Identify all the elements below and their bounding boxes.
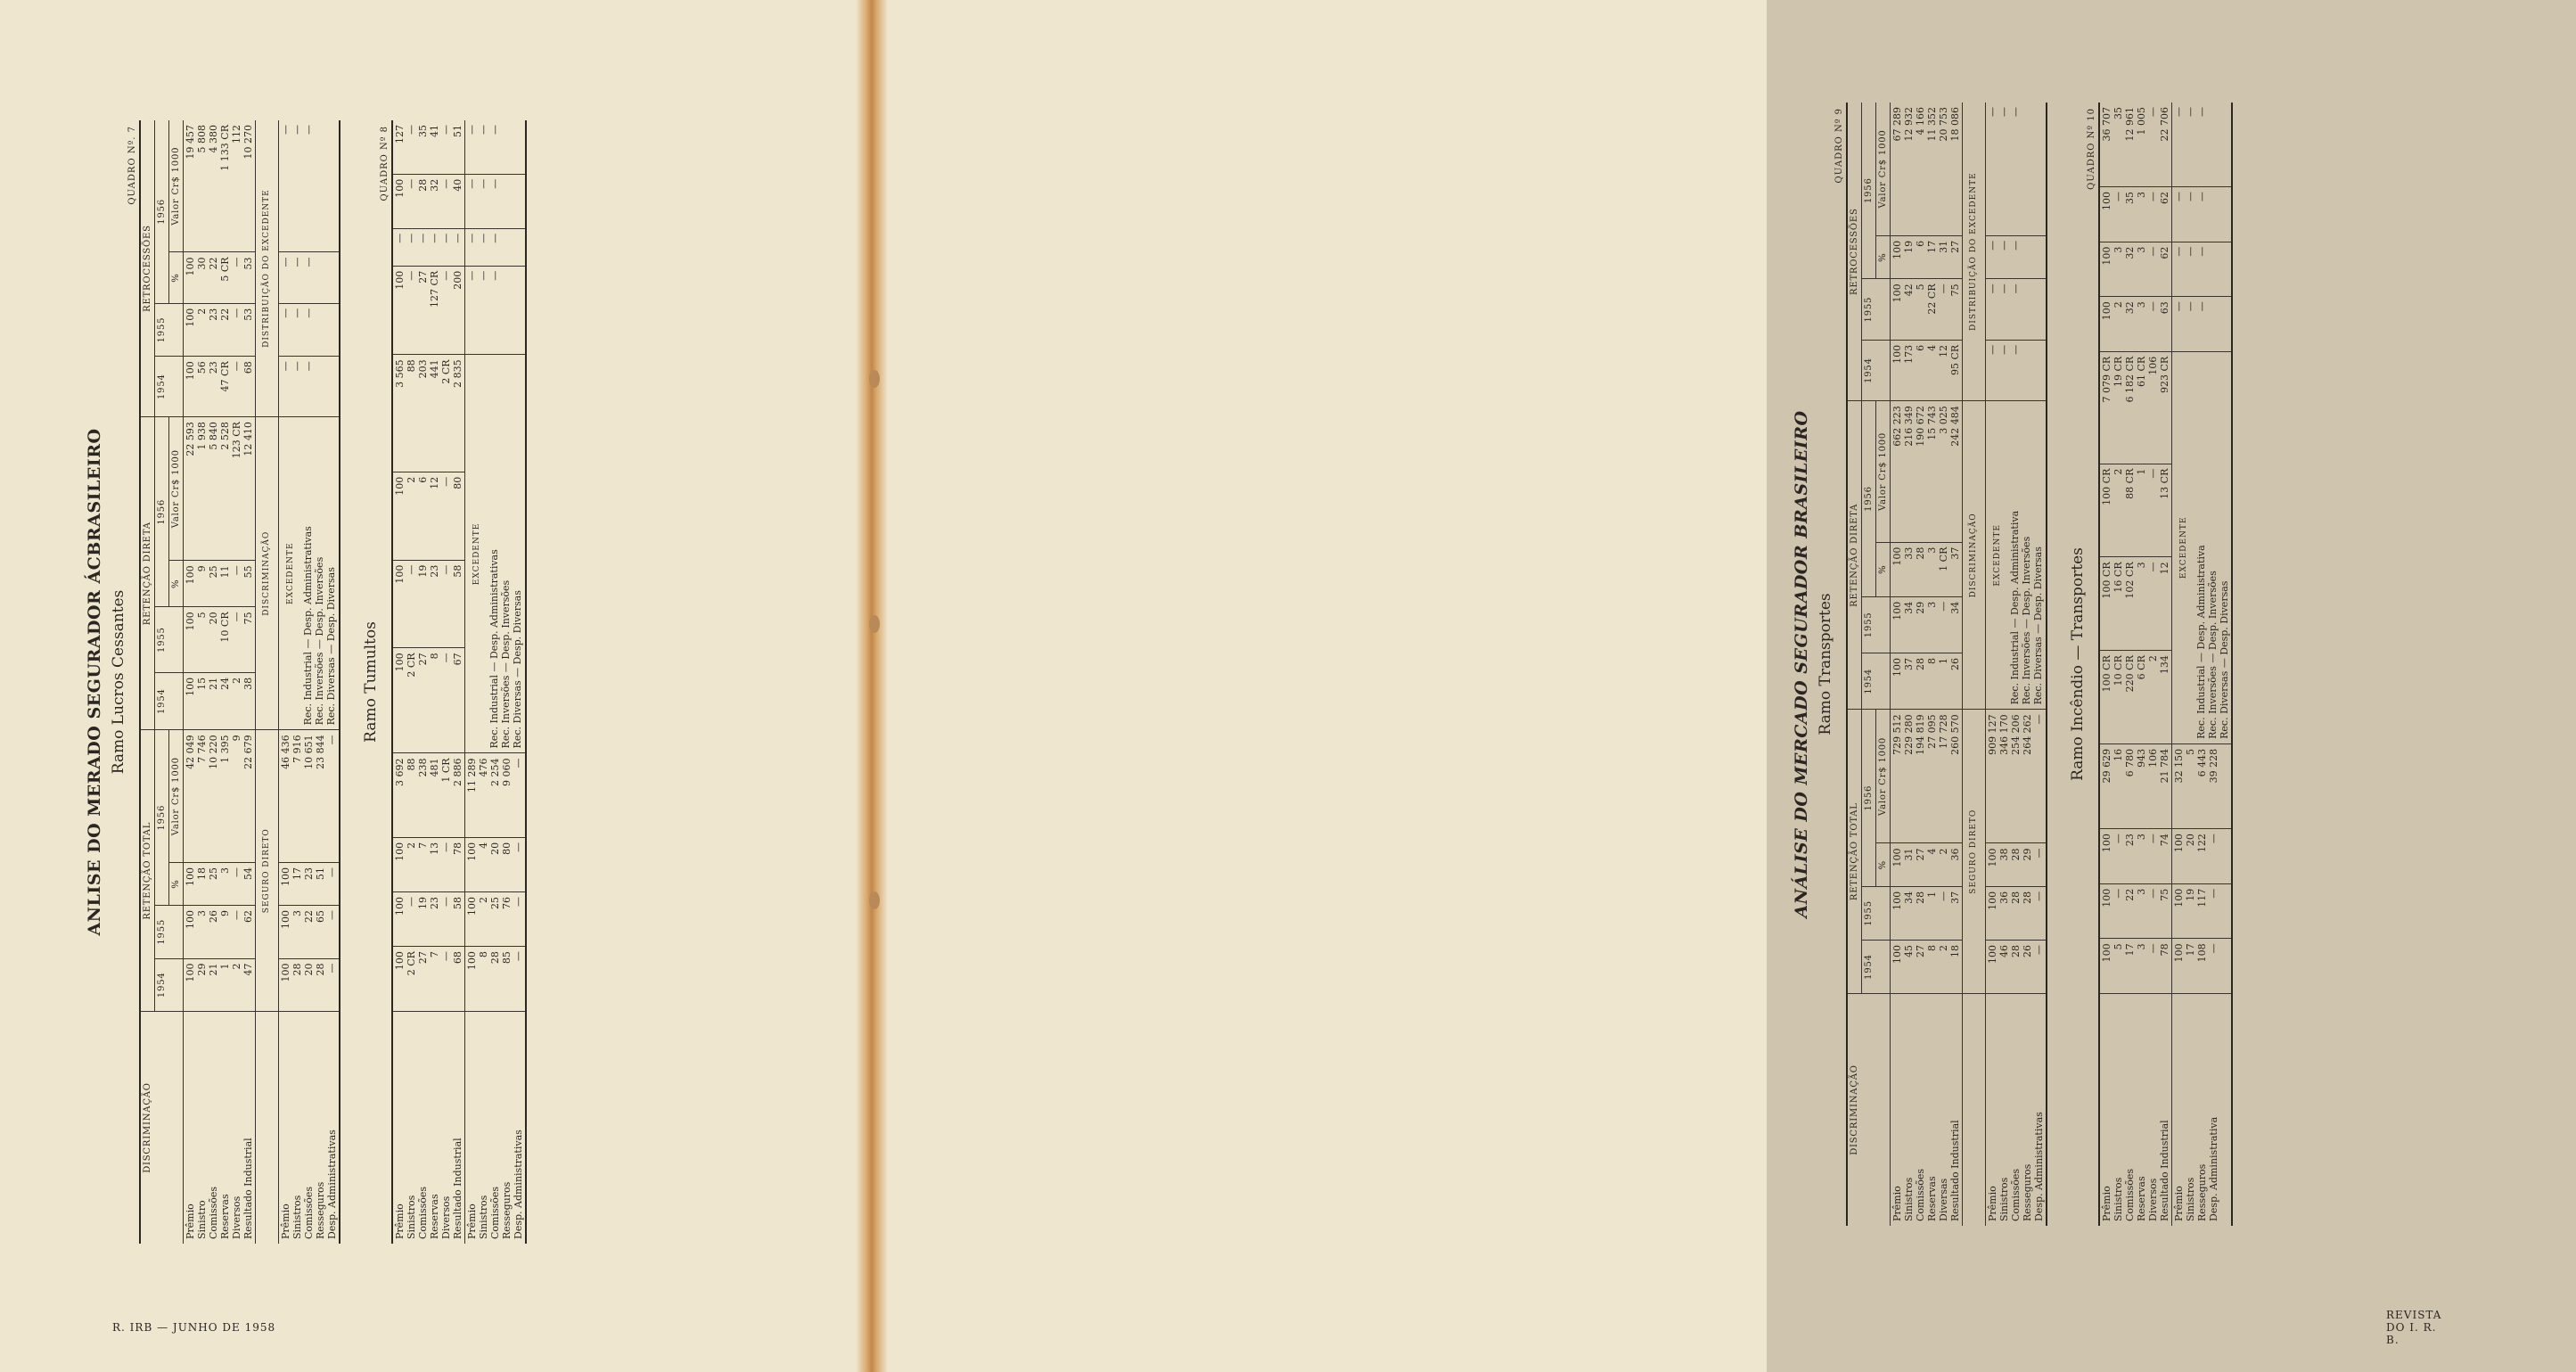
cell-column: 100 19 6 17 31 27 [1891,235,1963,278]
cell-column: 100 2 7 13 — 78 [392,837,465,891]
table-number: QUADRO Nº 9 [1834,108,1844,184]
col-header-year: 1954 [155,672,184,730]
cell-column: — — — [2172,186,2233,242]
table-number: QUADRO Nº. 7 [127,126,137,205]
excedente-labels: Rec. Industrial — Desp. Administrativa Rec. Inversões — Desp. Inversões Rec. Diversas — Desp. Diversas [2195,545,2230,739]
col-header-valor: Valor Cr$ 1000 [1876,103,1891,235]
cell-column: — — — [1986,103,2047,235]
cell-column: 100 CR 2 88 CR 1 — 13 CR [2099,464,2172,557]
col-header-retencao-total: RETENÇÃO TOTAL [1847,710,1862,994]
cell-column: 100 18 25 3 — 54 [184,863,256,906]
page-title: ANLISE DO MERADO SEGURADOR ÁCBRASILEIRO [85,428,104,936]
cell-column: 100 — 22 3 — 75 [2099,883,2172,939]
book-gutter [856,0,888,1372]
cell-column: 100 173 6 4 12 95 CR [1891,340,1963,400]
section-title: Ramo Lucros Cessantes [110,589,127,775]
cell-column: 3 565 88 203 441 2 CR 2 835 [392,355,465,472]
cell-column: — — — [465,266,527,355]
col-header-year: 1955 [155,607,184,673]
table-row-group [1986,103,2047,1226]
table-number: QUADRO Nº 10 [2087,108,2096,190]
page-footer: REVISTA DO I. R. B. [2386,1309,2442,1346]
excedente-header: EXCEDENTE [1993,524,2002,587]
excedente-cell [465,355,527,753]
excedente-header: EXCEDENTE [286,542,295,604]
cell-column: 100 42 5 22 CR — 75 [1891,279,1963,340]
cell-column: 11 289 476 2 254 9 060 — [465,753,527,837]
cell-column: 46 436 7 916 10 651 23 844 — [279,730,340,863]
table-number: QUADRO Nº 8 [380,126,390,201]
cell-column: — — — [1986,235,2047,278]
col-header-year: 1956 [1862,103,1876,279]
col-header-retencao-direta: RETENÇÃO DIRETA [140,417,155,730]
right-page [875,0,2442,1372]
cell-column: — — — [1986,279,2047,340]
cell-column: 100 31 27 4 2 36 [1891,843,1963,886]
excedente-labels: Rec. Industrial — Desp. Administrativas Rec. Inversões — Desp. Inversões Rec. Diversas — Desp. Diversas [488,549,523,749]
table-quadro-9 [1846,103,2047,1226]
table-row-group [184,120,256,1244]
col-header-year: 1955 [1862,596,1891,653]
excedente-labels: Rec. Industrial — Desp. Administrativa Rec. Inversões — Desp. Inversões Rec. Diversas — Desp. Diversas [2009,510,2044,705]
row-labels: Prêmio Sinistros Comissões Reservas Diversos Resultado Industrial [2101,1120,2170,1221]
cell-column: 100 28 20 28 — [279,958,340,1011]
section-header-discriminacao: DISCRIMINAÇÃO [1963,401,1986,710]
cell-column: 100 17 23 51 — [279,863,340,906]
cell-column: 100 30 22 5 CR — 53 [184,252,256,303]
cell-column: 100 3 22 65 — [279,906,340,958]
col-header-year: 1956 [1862,401,1876,596]
cell-column: 100 34 28 1 — 37 [1891,886,1963,940]
section-header-discriminacao: DISCRIMINAÇÃO [256,417,279,730]
cell-column: — — — [279,357,340,417]
cell-column: 100 2 CR 27 8 — 67 [392,648,465,753]
cell-column: 100 33 28 3 1 CR 37 [1891,542,1963,596]
cell-column: 7 079 CR 19 CR 6 182 CR 61 CR 106 923 CR [2099,351,2172,464]
col-header-pct: % [1876,235,1891,278]
cell-column: 100 29 21 1 2 47 [184,958,256,1011]
cell-column: 100 5 20 10 CR — 75 [184,607,256,673]
cell-column: 100 19 117 — [2172,883,2233,939]
table-row-group [2099,103,2172,1226]
section-title: Ramo Incêndio — Transportes [2069,547,2087,781]
cell-column: 100 — 23 3 — 74 [2099,829,2172,884]
col-header-retrocessoes: RETROCESSÕES [1847,103,1862,401]
cell-column: 100 3 32 3 — 62 [2099,242,2172,297]
cell-column: 100 8 28 85 — [465,947,527,1012]
col-header-year: 1956 [155,417,169,607]
page-footer: R. IRB — JUNHO DE 1958 [112,1321,276,1334]
cell-column: 100 2 25 76 — [465,892,527,947]
cell-column: 100 34 29 3 — 34 [1891,596,1963,653]
binding-hole-mark [869,891,880,909]
cell-column: 100 3 26 9 — 62 [184,906,256,958]
col-header-year: 1955 [155,303,184,356]
cell-column: — — — [1986,340,2047,400]
excedente-cell [1986,401,2047,710]
cell-column: — — — [465,120,527,174]
excedente-header: EXCEDENTE [2179,516,2188,579]
section-title: Ramo Tumultos [362,621,380,743]
table-row-group [1891,103,1963,1226]
col-header-valor: Valor Cr$ 1000 [169,730,184,863]
cell-column: 100 38 28 29 — [1986,843,2047,886]
row-labels: Prêmio Sinistros Resseguros Desp. Administrativa [2173,1116,2219,1221]
col-header-year: 1956 [155,120,169,303]
cell-column: 100 20 122 — [2172,829,2233,884]
cell-column: 100 45 27 8 2 18 [1891,940,1963,993]
col-header-pct: % [1876,843,1891,886]
cell-column: — — — [279,120,340,252]
table-row-group [392,120,465,1244]
cell-column: 662 223 216 349 190 672 15 743 3 025 242 484 [1891,401,1963,542]
cell-column: — — — [279,252,340,303]
cell-column: — — — [2172,103,2233,186]
row-labels: Prêmio Sinistros Comissões Reservas Diversas Resultado Industrial [1891,1120,1961,1221]
table-quadro-8 [391,120,527,1244]
col-header-discriminacao: DISCRIMINAÇÃO [143,1082,152,1173]
cell-column: 100 2 6 12 — 80 [392,472,465,560]
cell-column: 100 — 28 32 — 40 [392,174,465,228]
col-header-year: 1956 [1862,710,1876,887]
cell-column: 19 457 5 808 4 380 1 133 CR 112 10 270 [184,120,256,252]
col-header-year: 1956 [155,730,169,906]
cell-column: 100 5 17 3 — 78 [2099,939,2172,994]
cell-column: 100 2 32 3 — 63 [2099,297,2172,352]
col-header-retencao-total: RETENÇÃO TOTAL [140,730,155,1012]
cell-column: 100 CR 16 CR 102 CR 3 — 12 [2099,557,2172,651]
cell-column: 32 150 5 6 443 39 228 [2172,744,2233,828]
cell-column: 100 56 23 47 CR — 68 [184,357,256,417]
section-title: Ramo Transportes [1817,593,1834,735]
col-header-valor: Valor Cr$ 1000 [1876,710,1891,843]
excedente-labels: Rec. Industrial — Desp. Administrativas Rec. Inversões — Desp. Inversões Rec. Diversas — Desp. Diversas [302,526,337,726]
section-header-seguro-direto: SEGURO DIRETO [256,730,279,1012]
col-header-valor: Valor Cr$ 1000 [1876,401,1891,542]
cell-column: 22 593 1 938 5 840 2 528 123 CR 12 410 [184,417,256,561]
cell-column: 100 — 35 3 — 62 [2099,186,2172,242]
col-header-year: 1954 [1862,340,1891,400]
cell-column: 909 127 346 170 254 206 264 262 — [1986,710,2047,843]
col-header-year: 1955 [1862,886,1891,940]
cell-column: 100 4 20 80 — [465,837,527,891]
table-row-group [279,120,340,1244]
cell-column: 100 46 28 26 — [1986,940,2047,993]
cell-column: 29 629 16 6 780 943 106 21 784 [2099,744,2172,828]
page-title: ANÁLISE DO MERCADO SEGURADOR BRASILEIRO [1792,410,1811,918]
col-header-year: 1954 [1862,653,1891,710]
cell-column: 42 049 7 746 10 220 1 395 9 22 679 [184,730,256,863]
col-header-retrocessoes: RETROCESSÕES [140,120,155,417]
excedente-header: EXCEDENTE [472,522,481,586]
col-header-valor: Valor Cr$ 1000 [169,120,184,252]
cell-column: 100 — 27 127 CR — 200 [392,266,465,355]
cell-column: 100 2 23 22 — 53 [184,303,256,356]
cell-column: — — — [279,303,340,356]
cell-column: 127 — 35 41 — 51 [392,120,465,174]
cell-column: — — — [465,228,527,266]
col-header-discriminacao: DISCRIMINAÇÃO [1850,1064,1859,1155]
row-labels: Prêmio Sinistro Comissões Reservas Diversos Resultado Industrial [185,1138,254,1239]
row-labels: Prêmio Sinistros Comissões Resseguros Desp. Administrativas [1987,1112,2045,1221]
cell-column: 100 17 108 — [2172,939,2233,994]
col-header-year: 1955 [1862,279,1891,340]
cell-column: 36 707 35 12 961 1 005 — 22 706 [2099,103,2172,186]
col-header-year: 1954 [1862,940,1891,993]
col-header-retencao-direta: RETENÇÃO DIRETA [1847,401,1862,710]
cell-column: 100 37 28 8 1 26 [1891,653,1963,710]
section-header-seguro-direto: SEGURO DIRETO [1963,710,1986,994]
col-header-year: 1955 [155,906,184,958]
cell-column: 100 2 CR 27 7 — 68 [392,947,465,1012]
col-header-valor: Valor Cr$ 1000 [169,417,184,561]
excedente-cell [2172,351,2233,744]
cell-column: — — — — — — [392,228,465,266]
binding-hole-mark [869,370,880,388]
col-header-pct: % [1876,542,1891,596]
col-header-pct: % [169,863,184,906]
cell-column: 67 289 12 932 4 166 11 352 20 753 18 086 [1891,103,1963,235]
table-row-group [2172,103,2233,1226]
row-labels: Prêmio Sinistros Comissões Reservas Diversos Resultado Industrial [394,1138,464,1239]
left-page-rotated-content [85,120,816,1244]
cell-column: 729 512 229 280 194 819 27 095 17 728 260 570 [1891,710,1963,843]
cell-column: — — — [2172,242,2233,297]
cell-column: 3 692 88 238 481 1 CR 2 886 [392,753,465,837]
col-header-pct: % [169,561,184,607]
cell-column: 100 15 21 24 2 38 [184,672,256,730]
cell-column: 100 9 25 11 — 55 [184,561,256,607]
excedente-cell [279,417,340,730]
cell-column: 100 CR 10 CR 220 CR 6 CR 2 134 [2099,651,2172,744]
section-header-distribuicao: DISTRIBUIÇÃO DO EXCEDENTE [256,120,279,417]
col-header-pct: % [169,252,184,303]
col-header-year: 1954 [155,357,184,417]
row-labels: Prêmio Sinistros Comissões Resseguros Desp. Administrativas [466,1130,524,1239]
binding-hole-mark [869,615,880,633]
table-quadro-7 [139,120,340,1244]
col-header-year: 1954 [155,958,184,1011]
cell-column: 100 36 28 28 — [1986,886,2047,940]
table-quadro-10 [2098,103,2233,1226]
cell-column: — — — [465,174,527,228]
right-page-rotated-content [1792,103,2576,1226]
section-header-distribuicao: DISTRIBUIÇÃO DO EXCEDENTE [1963,103,1986,401]
cell-column: 100 — 19 23 — 58 [392,892,465,947]
row-labels: Prêmio Sinistros Comissões Resseguros Desp. Administrativas [280,1130,338,1239]
table-row-group [465,120,527,1244]
cell-column: 100 — 19 23 — 58 [392,560,465,648]
cell-column: — — — [2172,297,2233,352]
left-page [0,0,865,1372]
